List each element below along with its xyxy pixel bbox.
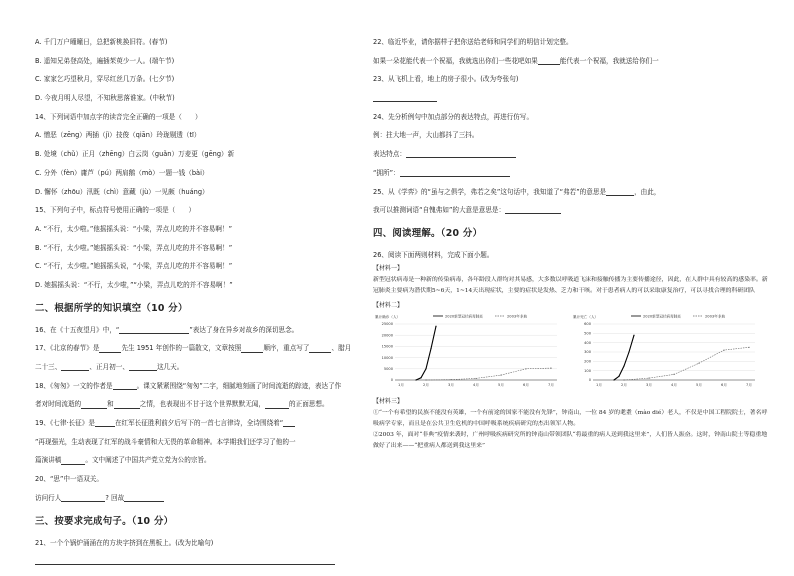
answer-blank[interactable] (400, 169, 510, 177)
question-18: 18、《匆匆》一文的作者是 。课文紧紧围绕“匆匆”二字，细腻地刻画了时间流逝的踪迹，表达了作 (35, 381, 342, 390)
option-15-b: B. “不行，太少啦。”她摇摇头说：“小梁，弄点儿吃的并不容易啊！” (35, 243, 233, 252)
y-tick-label: 15000 (381, 344, 393, 349)
data-point (475, 377, 476, 378)
material-3-paragraph-1: ①“一个有希望的民族不能没有英雄，一个有前途的国家不能没有先锋”，钟南山，一位 84 岁的耄耋（mào dié）老人，不仅是中国工程院院士，著名呼吸病学专家，而且是在公共卫生危机的中国呼吸系统疾病研究的杰出领军人物。 (373, 409, 768, 427)
option-14-c: C. 分外（fèn）庸芦（pú）两肩鹅（mò）一题一钱（bài） (35, 168, 209, 177)
y-tick-label: 500 (584, 331, 591, 336)
answer-blank[interactable] (309, 345, 331, 353)
answer-blank[interactable] (241, 345, 263, 353)
question-19-cont: ”再现强光，生动表现了红军的战斗豪情和大无畏的革命精神。本学期我们还学习了他的一 (35, 437, 296, 446)
question-26: 26、阅读下面两则材料，完成下面小题。 (373, 250, 494, 259)
answer-line[interactable] (373, 94, 437, 102)
x-tick-label: 7月 (548, 382, 554, 387)
y-tick-label: 10000 (381, 355, 393, 360)
y-tick-label: 300 (584, 349, 591, 354)
option-15-c: C. “不行，太少啦。”她摇摇头说，“小梁，弄点儿吃的并不容易啊！” (35, 262, 233, 271)
option-13-d: D. 今夜月明人尽望，不知秋思落谁家。(中秋节) (35, 94, 175, 103)
question-23: 23、从飞机上看，地上的房子很小。(改为夸张句) (373, 75, 519, 84)
legend-label: 2020新型冠状病毒肺炎 (643, 314, 681, 319)
data-point (425, 368, 426, 369)
option-14-b: B. 处境（chǔ）正月（zhēng）白云岗（guǎn）万麦更（gēng）新 (35, 150, 235, 159)
data-point (550, 367, 551, 368)
answer-blank[interactable] (129, 363, 157, 371)
data-point (415, 379, 416, 380)
option-15-a: A. “不行，太少啦。”他摇摇头说：“小梁，弄点儿吃的并不容易啊！” (35, 224, 232, 233)
data-point (623, 379, 624, 380)
answer-blank[interactable] (61, 494, 105, 502)
section-3-heading: 三、按要求完成句子。（10 分） (35, 515, 174, 527)
y-axis-label: 累计死亡（人） (573, 314, 599, 319)
series-line (624, 347, 749, 380)
answer-blank[interactable] (61, 457, 85, 465)
y-tick-label: 25000 (381, 321, 393, 326)
section-2-heading: 二、根据所学的知识填空（10 分） (35, 302, 188, 314)
x-tick-label: 6月 (721, 382, 727, 387)
question-22-cont: 如果一朵花能代表一个祝福，我就选出你们一些花吧如果 能代表一个祝福，我就送给你们一 (373, 56, 659, 65)
answer-blank[interactable] (95, 419, 115, 427)
question-19: 19、《七律·长征》是 在红军长征胜利前夕后写下的一首七言律诗，全诗围绕着“ (35, 419, 365, 427)
data-point (500, 374, 501, 375)
data-point (673, 373, 674, 374)
material-3-title: 【材料三】 (373, 397, 404, 405)
y-tick-label: 20000 (381, 332, 393, 337)
chart-confirmed-svg (373, 312, 563, 392)
legend-label: 2003年非典 (705, 314, 725, 319)
question-18-cont: 者对时间流逝的 和 之情，也表现出不甘于这个世界默默无闻， 的正面思想。 (35, 400, 329, 409)
data-point (623, 365, 624, 366)
left-column (35, 38, 365, 576)
answer-blank[interactable] (61, 363, 89, 371)
option-14-a: A. 憎恶（zēng）两插（jì）技俊（qiān）玲珑剔透（tī） (35, 131, 201, 140)
answer-blank[interactable] (114, 401, 140, 409)
answer-line[interactable] (35, 557, 335, 565)
question-16: 16、在《十五夜望月》中，“ ”表达了身在异乡对故乡的深切思念。 (35, 325, 299, 334)
question-22: 22、临近毕业，请你据样子把你送给老师和同学们的明信计划完整。 (373, 38, 573, 46)
y-tick-label: 400 (584, 340, 591, 345)
question-24-imitate: “拥所”： (373, 169, 768, 177)
data-point (618, 375, 619, 376)
series-line (426, 368, 551, 380)
y-axis-label: 累计确诊（人） (375, 314, 401, 319)
data-point (633, 334, 634, 335)
material-2-title: 【材料二】 (373, 301, 404, 309)
question-21-answer (35, 557, 365, 565)
y-tick-label: 0 (390, 377, 393, 382)
legend-label: 2003年非典 (507, 314, 527, 319)
option-13-b: B. 遥知兄弟登高处，遍插茱萸少一人。(端午节) (35, 56, 175, 65)
chart-deaths (571, 312, 761, 392)
y-tick-label: 5000 (383, 366, 393, 371)
x-tick-label: 6月 (523, 382, 529, 387)
data-point (748, 346, 749, 347)
answer-blank[interactable] (606, 188, 634, 196)
question-17-cont: 二十三、 、正月初一、 这几天。 (35, 363, 184, 371)
option-13-a: A. 千门万户曈曈日，总把新桃换旧符。(春节) (35, 38, 168, 46)
answer-blank[interactable] (505, 206, 561, 214)
answer-blank[interactable] (119, 326, 189, 334)
series-line (416, 326, 436, 380)
data-point (648, 377, 649, 378)
data-point (420, 377, 421, 378)
x-tick-label: 5月 (696, 382, 702, 387)
question-24-features: 表达特点： (373, 150, 768, 158)
question-25-cont: 我可以推测词语“自愧弗如”的大意是意思是： (373, 206, 768, 214)
answer-blank[interactable] (81, 401, 107, 409)
x-tick-label: 2月 (621, 382, 627, 387)
y-tick-label: 200 (584, 359, 591, 364)
x-tick-label: 7月 (746, 382, 752, 387)
question-14: 14、下列词语中加点字的读音完全正确的一项是（ ） (35, 112, 202, 121)
data-point (430, 348, 431, 349)
question-24-example: 例：拄大地一声，大山都抖了三抖。 (373, 131, 479, 140)
option-13-c: C. 家家乞巧望秋月，穿尽红丝几万条。(七夕节) (35, 75, 175, 84)
chart-deaths-svg (571, 312, 761, 392)
question-25: 25、从《学弈》的“虽与之俱学，弗若之矣”这句话中，我知道了“弗若”的意思是 ，由此， (373, 187, 661, 196)
legend-label: 2020新型冠状病毒肺炎 (445, 314, 483, 319)
x-tick-label: 1月 (398, 382, 404, 387)
answer-blank[interactable] (99, 345, 121, 353)
x-tick-label: 3月 (448, 382, 454, 387)
question-23-answer (373, 94, 768, 102)
data-point (435, 325, 436, 326)
answer-blank[interactable] (283, 419, 295, 427)
question-24: 24、先分析例句中加点部分的表达特点，再进行仿写。 (373, 112, 534, 121)
x-tick-label: 4月 (473, 382, 479, 387)
data-point (628, 351, 629, 352)
data-point (613, 379, 614, 380)
chart-confirmed (373, 312, 563, 392)
x-tick-label: 4月 (671, 382, 677, 387)
x-tick-label: 5月 (498, 382, 504, 387)
answer-blank[interactable] (265, 401, 289, 409)
x-tick-label: 2月 (423, 382, 429, 387)
y-tick-label: 600 (584, 321, 591, 326)
option-15-d: D. 她摇摇头说：“不行，太少啦，”“小梁，弄点儿吃的并不容易啊！” (35, 280, 233, 289)
question-17: 17、《北京的春节》是 先生 1951 年创作的一篇散文，文章按照 顺序，重点写了 、腊月 (35, 344, 352, 353)
x-tick-label: 1月 (596, 382, 602, 387)
data-point (425, 379, 426, 380)
question-15: 15、下列句子中，标点符号使用正确的一项是（ ） (35, 206, 196, 215)
y-tick-label: 0 (588, 377, 591, 382)
data-point (525, 368, 526, 369)
data-point (723, 349, 724, 350)
question-21: 21、一个个锅炉涌涌在的方块字挤到在黑板上。(改为比喻句) (35, 538, 214, 547)
material-1-text: 新型冠状病毒是一种新的传染病毒，各年龄段人群均对其易感，大多数以呼吸道飞沫和接触传播为主要传播途径，因此，在人群中具有较高的感染率。新冠肺炎主要病为潜伏期5~6天，1~14天出现症状，主要的症状是发热、乏力和干咳。对于患者病人的可以采取康复治疗，可以寻找合理的科研团队 (373, 277, 768, 295)
answer-blank[interactable] (538, 57, 560, 65)
data-point (450, 379, 451, 380)
question-20-cont: 访问行人 ? 回故 (35, 494, 365, 502)
section-4-heading: 四、阅读理解。（20 分） (373, 227, 483, 239)
material-3-paragraph-2: ②2003 年，面对“非典”疫情来袭时，广州呼吸疾病研究所的钟南山带领团队“将最重的病人送到我这里来”，人们皆人振奋。这时，钟南山院士等稳重地做好了出来——“把重病人都送到我这里来” (373, 431, 768, 450)
x-tick-label: 3月 (646, 382, 652, 387)
right-column (373, 38, 768, 452)
material-1-title: 【材料一】 (373, 265, 404, 273)
question-20: 20、“思”中一语双关。 (35, 475, 103, 484)
question-19-cont2: 篇演讲稿 。文中阐述了中国共产党立党为公的宗旨。 (35, 456, 211, 465)
data-point (698, 362, 699, 363)
answer-blank[interactable] (406, 150, 516, 158)
answer-blank[interactable] (124, 494, 164, 502)
series-line (614, 335, 634, 380)
y-tick-label: 100 (584, 368, 591, 373)
answer-blank[interactable] (113, 382, 137, 390)
material-2-charts (373, 312, 768, 392)
option-14-d: D. 懈怀（zhōu）汛既（chì）意藏（jù）一见颇（huáng） (35, 187, 209, 196)
